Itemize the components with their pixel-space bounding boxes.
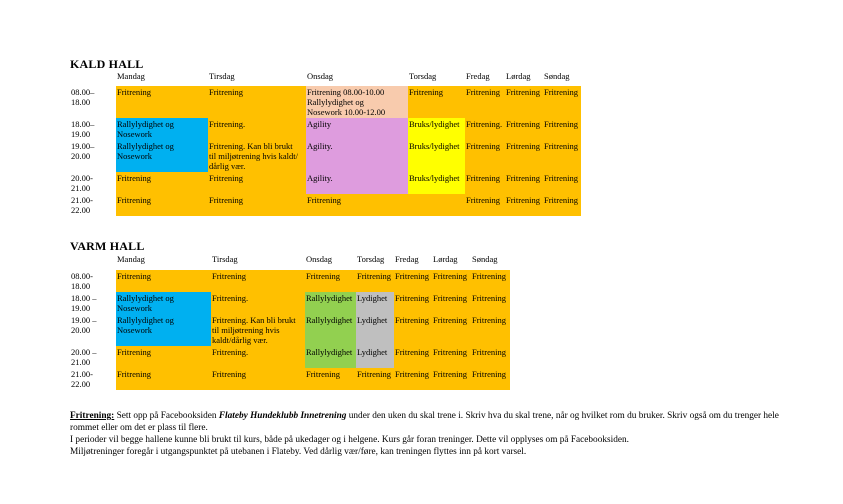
varm-hall-title: VARM HALL bbox=[70, 239, 145, 253]
schedule-cell: Fritrening bbox=[505, 172, 543, 194]
schedule-cell: Fritrening. bbox=[211, 292, 305, 314]
schedule-cell: Fritrening 08.00-10.00 Rallylydighet og Nosework 10.00-12.00 bbox=[306, 86, 408, 118]
schedule-cell: Fritrening bbox=[543, 172, 581, 194]
schedule-cell: Fritrening bbox=[306, 194, 408, 216]
schedule-cell: Fritrening bbox=[211, 368, 305, 390]
schedule-cell: Rallylydighet bbox=[305, 346, 356, 368]
schedule-cell: Bruks/lydighet bbox=[408, 172, 465, 194]
schedule-cell: Fritrening bbox=[208, 86, 306, 118]
table-row bbox=[70, 194, 581, 216]
time-cell: 18.00– 19.00 bbox=[70, 118, 116, 140]
schedule-cell: Fritrening bbox=[432, 314, 471, 346]
schedule-cell: Fritrening bbox=[356, 270, 394, 292]
corner-cell bbox=[70, 253, 116, 270]
schedule-cell: Fritrening bbox=[394, 314, 432, 346]
schedule-cell: Fritrening bbox=[116, 346, 211, 368]
table-row bbox=[70, 368, 510, 390]
schedule-cell: Fritrening bbox=[394, 368, 432, 390]
schedule-cell: Fritrening bbox=[471, 292, 510, 314]
day-header: Lørdag bbox=[433, 254, 458, 264]
schedule-cell: Fritrening bbox=[471, 270, 510, 292]
schedule-cell: Fritrening. Kan bli brukt til miljøtrening hvis kaldt/ dårlig vær. bbox=[208, 140, 306, 172]
schedule-cell: Fritrening bbox=[432, 270, 471, 292]
schedule-cell: Fritrening bbox=[116, 172, 208, 194]
time-cell: 21.00- 22.00 bbox=[70, 368, 116, 390]
day-header: Søndag bbox=[544, 71, 570, 81]
day-header: Onsdag bbox=[306, 254, 332, 264]
schedule-cell: Agility. bbox=[306, 172, 408, 194]
kald-hall-schedule bbox=[114, 70, 581, 87]
schedule-cell: Rallylydighet bbox=[305, 292, 356, 314]
schedule-cell: Rallylydighet og Nosework bbox=[116, 292, 211, 314]
schedule-cell: Rallylydighet og Nosework bbox=[116, 314, 211, 346]
schedule-cell: Fritrening bbox=[465, 172, 505, 194]
day-header: Fredag bbox=[466, 71, 490, 81]
time-cell: 08.00– 18.00 bbox=[70, 86, 116, 118]
varm-hall-schedule bbox=[70, 253, 510, 390]
time-cell: 19.00 – 20.00 bbox=[70, 314, 116, 346]
header-row bbox=[70, 253, 510, 270]
table-row bbox=[70, 118, 581, 140]
kald-hall-body bbox=[70, 86, 581, 216]
schedule-cell: Fritrening bbox=[505, 140, 543, 172]
footer-text: under den uken du skal trene i. Skriv hva du skal trene, når og hvilket rom du bruker. Skriv også om du trenger hele rommet eller om det er plass til flere. bbox=[70, 411, 779, 433]
schedule-cell: Fritrening bbox=[116, 86, 208, 118]
schedule-cell: Fritrening bbox=[208, 194, 306, 216]
table-row bbox=[70, 314, 510, 346]
schedule-cell: Fritrening bbox=[543, 194, 581, 216]
time-cell: 20.00- 21.00 bbox=[70, 172, 116, 194]
time-cell: 18.00 – 19.00 bbox=[70, 292, 116, 314]
schedule-cell: Fritrening bbox=[432, 368, 471, 390]
day-header: Søndag bbox=[472, 254, 498, 264]
footer-paragraph-1 bbox=[70, 410, 790, 434]
day-header: Fredag bbox=[395, 254, 419, 264]
schedule-cell: Fritrening bbox=[465, 194, 505, 216]
schedule-cell: Fritrening. Kan bli brukt til miljøtrening hvis kaldt/dårlig vær. bbox=[211, 314, 305, 346]
schedule-cell: Agility. bbox=[306, 140, 408, 172]
schedule-cell: Fritrening bbox=[211, 270, 305, 292]
table-row bbox=[70, 292, 510, 314]
schedule-cell: Fritrening bbox=[432, 292, 471, 314]
schedule-cell: Fritrening bbox=[543, 140, 581, 172]
table-row bbox=[70, 270, 510, 292]
footer-text: Sett opp på Facebooksiden bbox=[114, 411, 219, 421]
day-header: Onsdag bbox=[307, 71, 333, 81]
day-header: Torsdag bbox=[409, 71, 437, 81]
header-row bbox=[114, 70, 581, 87]
schedule-cell: Fritrening bbox=[432, 346, 471, 368]
schedule-cell: Bruks/lydighet bbox=[408, 140, 465, 172]
schedule-cell: Lydighet bbox=[356, 292, 394, 314]
day-header: Tirsdag bbox=[212, 254, 238, 264]
schedule-cell: Fritrening. bbox=[208, 118, 306, 140]
footer-paragraph-2: I perioder vil begge hallene kunne bli brukt til kurs, både på ukedager og i helgene. Kurs går foran treninger. Dette vil opplyses om på Facebooksiden. bbox=[70, 435, 629, 445]
schedule-cell: Fritrening bbox=[394, 270, 432, 292]
time-cell: 19.00– 20.00 bbox=[70, 140, 116, 172]
schedule-cell: Fritrening. bbox=[211, 346, 305, 368]
day-header: Mandag bbox=[117, 254, 145, 264]
schedule-cell: Lydighet bbox=[356, 314, 394, 346]
schedule-cell: Fritrening bbox=[356, 368, 394, 390]
schedule-cell bbox=[408, 194, 465, 216]
schedule-cell: Lydighet bbox=[356, 346, 394, 368]
schedule-cell: Fritrening bbox=[208, 172, 306, 194]
schedule-cell: Fritrening bbox=[471, 346, 510, 368]
schedule-cell: Fritrening bbox=[543, 86, 581, 118]
schedule-cell: Fritrening bbox=[116, 194, 208, 216]
footer-notes bbox=[70, 410, 790, 458]
day-header: Mandag bbox=[117, 71, 145, 81]
table-row bbox=[70, 140, 581, 172]
schedule-cell: Fritrening bbox=[471, 314, 510, 346]
schedule-cell: Fritrening bbox=[394, 346, 432, 368]
schedule-cell: Fritrening. bbox=[465, 118, 505, 140]
schedule-cell: Fritrening bbox=[305, 368, 356, 390]
fritrening-label: Fritrening: bbox=[70, 411, 115, 421]
footer-paragraph-3: Miljøtreninger foregår i utgangspunktet på utebanen i Flateby. Ved dårlig vær/føre, kan treningen flyttes inn på kort varsel. bbox=[70, 447, 527, 457]
schedule-cell: Bruks/lydighet bbox=[408, 118, 465, 140]
schedule-cell: Fritrening bbox=[394, 292, 432, 314]
table-row bbox=[70, 346, 510, 368]
day-header: Torsdag bbox=[357, 254, 385, 264]
schedule-cell: Rallylydighet og Nosework bbox=[116, 118, 208, 140]
schedule-cell: Rallylydighet og Nosework bbox=[116, 140, 208, 172]
kald-hall-title: KALD HALL bbox=[70, 57, 144, 71]
day-header: Lørdag bbox=[506, 71, 531, 81]
day-header: Tirsdag bbox=[209, 71, 235, 81]
schedule-cell: Fritrening bbox=[505, 86, 543, 118]
schedule-cell: Fritrening bbox=[465, 140, 505, 172]
schedule-cell: Fritrening bbox=[116, 270, 211, 292]
time-cell: 20.00 – 21.00 bbox=[70, 346, 116, 368]
schedule-cell: Fritrening bbox=[465, 86, 505, 118]
facebook-group-name: Flateby Hundeklubb Innetrening bbox=[218, 411, 347, 421]
table-row bbox=[70, 172, 581, 194]
schedule-cell: Fritrening bbox=[471, 368, 510, 390]
schedule-cell: Rallylydighet bbox=[305, 314, 356, 346]
schedule-cell: Agility bbox=[306, 118, 408, 140]
time-cell: 08.00- 18.00 bbox=[70, 270, 116, 292]
schedule-cell: Fritrening bbox=[543, 118, 581, 140]
time-cell: 21.00- 22.00 bbox=[70, 194, 116, 216]
schedule-cell: Fritrening bbox=[116, 368, 211, 390]
schedule-cell: Fritrening bbox=[505, 118, 543, 140]
schedule-cell: Fritrening bbox=[505, 194, 543, 216]
table-row bbox=[70, 86, 581, 118]
schedule-cell: Fritrening bbox=[305, 270, 356, 292]
schedule-cell: Fritrening bbox=[408, 86, 465, 118]
